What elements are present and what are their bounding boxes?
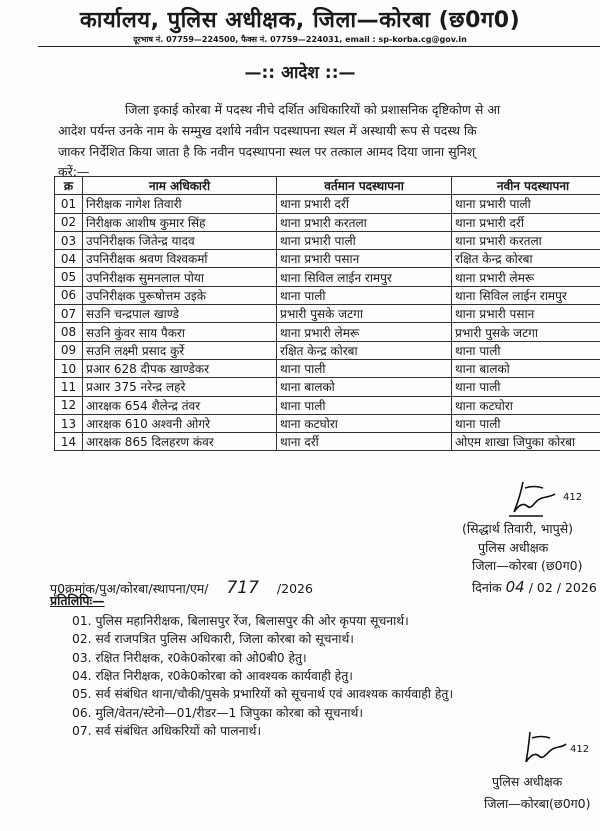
cell-officer-name: उपनिरीक्षक पुरूषोत्तम उइके [83, 286, 277, 304]
copy-to-item: 06. मुलि/वेतन/स्टेनो—01/रीडर—1 जिपुका कोरबा को सूचनार्थ। [72, 705, 364, 720]
table-row [55, 414, 600, 432]
cell-new-posting: थाना सिविल लाईन रामपुर [452, 286, 600, 304]
signatory-place-2: जिला—कोरबा(छ0ग0) [484, 796, 591, 811]
cell-current-posting: थाना प्रभारी पसान [277, 250, 452, 268]
table-row [55, 195, 600, 213]
table-row [55, 286, 600, 304]
cell-officer-name: आरक्षक 654 शैलेन्द्र तंवर [83, 396, 277, 414]
cell-officer-name: सउनि चन्द्रपाल खाण्डे [83, 305, 277, 323]
cell-officer-name: निरीक्षक आशीष कुमार सिंह [83, 213, 277, 231]
signatory-designation: पुलिस अधीक्षक [478, 540, 549, 555]
cell-current-posting: थाना बालको [277, 378, 452, 396]
cell-serial: 09 [55, 341, 83, 359]
cell-current-posting: थाना पाली [277, 396, 452, 414]
cell-new-posting: रक्षित केन्द्र कोरबा [452, 250, 600, 268]
signature-1-text: 412 [563, 492, 583, 503]
cell-new-posting: थाना प्रभारी पसान [452, 305, 600, 323]
table-row [55, 213, 600, 231]
table-row [55, 359, 600, 377]
date-day: 04 [505, 578, 525, 596]
table-header-row [55, 177, 600, 195]
contact-line: दूरभाष नं. 07759—224500, फैक्स नं. 07759—224031, email : sp-korba.cg@gov.in [133, 35, 467, 44]
cell-new-posting: थाना पाली [452, 378, 600, 396]
signatory-designation-2: पुलिस अधीक्षक [492, 774, 563, 789]
cell-officer-name: प्रआर 628 दीपक खाण्डेकर [83, 359, 277, 377]
body-line-3: जाकर निर्देशित किया जाता है कि नवीन पदस्थापना स्थल पर तत्काल आमद दिया जाना सुनिश् [58, 144, 476, 159]
cell-officer-name: आरक्षक 610 अश्वनी ओगरे [83, 414, 277, 432]
cell-serial: 08 [55, 323, 83, 341]
signature-1 [505, 476, 595, 520]
cell-serial: 05 [55, 268, 83, 286]
header-new-posting: नवीन पदस्थापना [452, 177, 600, 195]
signature-2-text: 412 [570, 744, 590, 755]
header-current-posting: वर्तमान पदस्थापना [277, 177, 452, 195]
cell-new-posting: थाना प्रभारी दर्री [452, 213, 600, 231]
cell-current-posting: थाना सिविल लाईन रामपुर [277, 268, 452, 286]
cell-serial: 13 [55, 414, 83, 432]
body-line-1: जिला इकाई कोरबा में पदस्थ नीचे दर्शित अधिकारियों को प्रशासनिक दृष्टिकोण से आ [125, 102, 501, 117]
cell-serial: 07 [55, 305, 83, 323]
date-line [472, 578, 597, 596]
reference-label: पृ0क्रमांक/पुअ/कोरबा/स्थापना/एम/ [50, 581, 209, 596]
cell-current-posting: प्रभारी पुसके जटगा [277, 305, 452, 323]
date-rest: / 02 / 2026 [528, 580, 597, 595]
table-row [55, 305, 600, 323]
order-heading: —:: आदेश ::— [244, 63, 356, 83]
cell-officer-name: उपनिरीक्षक सुमनलाल पोया [83, 268, 277, 286]
cell-officer-name: उपनिरीक्षक श्रवण विश्वकर्मा [83, 250, 277, 268]
table-row [55, 396, 600, 414]
body-line-2: आदेश पर्यन्त उनके नाम के सम्मुख दर्शाये नवीन पदस्थापना स्थल में अस्थायी रूप से पदस्थ कि [58, 123, 477, 138]
cell-new-posting: प्रभारी पुसके जटगा [452, 323, 600, 341]
table-row [55, 231, 600, 249]
cell-current-posting: थाना पाली [277, 359, 452, 377]
office-title: कार्यालय, पुलिस अधीक्षक, जिला—कोरबा (छ0ग0) [79, 8, 521, 33]
reference-number: 717 [226, 578, 259, 598]
copy-to-item: 02. सर्व राजपत्रित पुलिस अधिकारी, जिला कोरबा को सूचनार्थ। [72, 632, 354, 647]
cell-serial: 03 [55, 231, 83, 249]
cell-current-posting: थाना प्रभारी लेमरू [277, 323, 452, 341]
cell-serial: 11 [55, 378, 83, 396]
cell-serial: 12 [55, 396, 83, 414]
cell-new-posting: थाना कटघोरा [452, 396, 600, 414]
table-row [55, 341, 600, 359]
date-label: दिनांक [472, 580, 502, 595]
cell-serial: 01 [55, 195, 83, 213]
signatory-place: जिला—कोरबा (छ0ग0) [472, 558, 583, 573]
cell-officer-name: आरक्षक 865 दिलहरण कंवर [83, 433, 277, 451]
cell-current-posting: रक्षित केन्द्र कोरबा [277, 341, 452, 359]
cell-officer-name: प्रआर 375 नरेन्द्र लहरे [83, 378, 277, 396]
cell-officer-name: उपनिरीक्षक जितेन्द्र यादव [83, 231, 277, 249]
reference-year: /2026 [276, 581, 313, 596]
cell-new-posting: थाना प्रभारी पाली [452, 195, 600, 213]
table-row [55, 378, 600, 396]
header-divider [38, 46, 600, 47]
cell-new-posting: थाना पाली [452, 414, 600, 432]
signature-2 [520, 728, 600, 772]
cell-new-posting: थाना प्रभारी लेमरू [452, 268, 600, 286]
copy-to-item: 01. पुलिस महानिरीक्षक, बिलासपुर रेंज, बिलासपुर की ओर कृपया सूचनार्थ। [72, 614, 409, 628]
cell-current-posting: थाना प्रभारी दर्री [277, 195, 452, 213]
cell-serial: 04 [55, 250, 83, 268]
copy-to-item: 04. रक्षित निरीक्षक, र0के0कोरबा को आवश्यक कार्यवाही हेतु। [72, 668, 353, 683]
cell-officer-name: निरीक्षक नागेश तिवारी [83, 195, 277, 213]
cell-serial: 06 [55, 286, 83, 304]
signatory-name: (सिद्धार्थ तिवारी, भापुसे) [462, 521, 574, 536]
table-row [55, 268, 600, 286]
cell-new-posting: थाना बालको [452, 359, 600, 377]
cell-officer-name: सउनि लक्ष्मी प्रसाद कुर्रे [83, 341, 277, 359]
cell-officer-name: सउनि कुंवर साय पैकरा [83, 323, 277, 341]
copy-to-item: 03. रक्षित निरीक्षक, र0के0कोरबा को ओ0बी0 हेतु। [72, 650, 307, 665]
table-row [55, 250, 600, 268]
copy-to-heading: प्रतिलिपिः— [50, 593, 105, 608]
cell-current-posting: थाना पाली [277, 286, 452, 304]
header-officer-name: नाम अधिकारी [83, 177, 277, 195]
cell-current-posting: थाना प्रभारी करतला [277, 213, 452, 231]
copy-to-item: 07. सर्व संबंधित अधिकरियों को पालनार्थ। [72, 723, 262, 738]
cell-current-posting: थाना कटघोरा [277, 414, 452, 432]
posting-table [54, 176, 600, 451]
cell-current-posting: थाना दर्री [277, 433, 452, 451]
table-row [55, 433, 600, 451]
cell-new-posting: ओएम शाखा जिपुका कोरबा [452, 433, 600, 451]
body-line-4: करें:— [58, 164, 90, 179]
cell-serial: 02 [55, 213, 83, 231]
cell-serial: 14 [55, 433, 83, 451]
cell-current-posting: थाना प्रभारी पाली [277, 231, 452, 249]
header-serial: क्र [55, 177, 83, 195]
cell-new-posting: थाना प्रभारी करतला [452, 231, 600, 249]
cell-new-posting: थाना पाली [452, 341, 600, 359]
cell-serial: 10 [55, 359, 83, 377]
copy-to-item: 05. सर्व संबंधित थाना/चौकी/पुसके प्रभारियों को सूचनार्थ एवं आवश्यक कार्यवाही हेतु। [72, 687, 454, 702]
table-row [55, 323, 600, 341]
